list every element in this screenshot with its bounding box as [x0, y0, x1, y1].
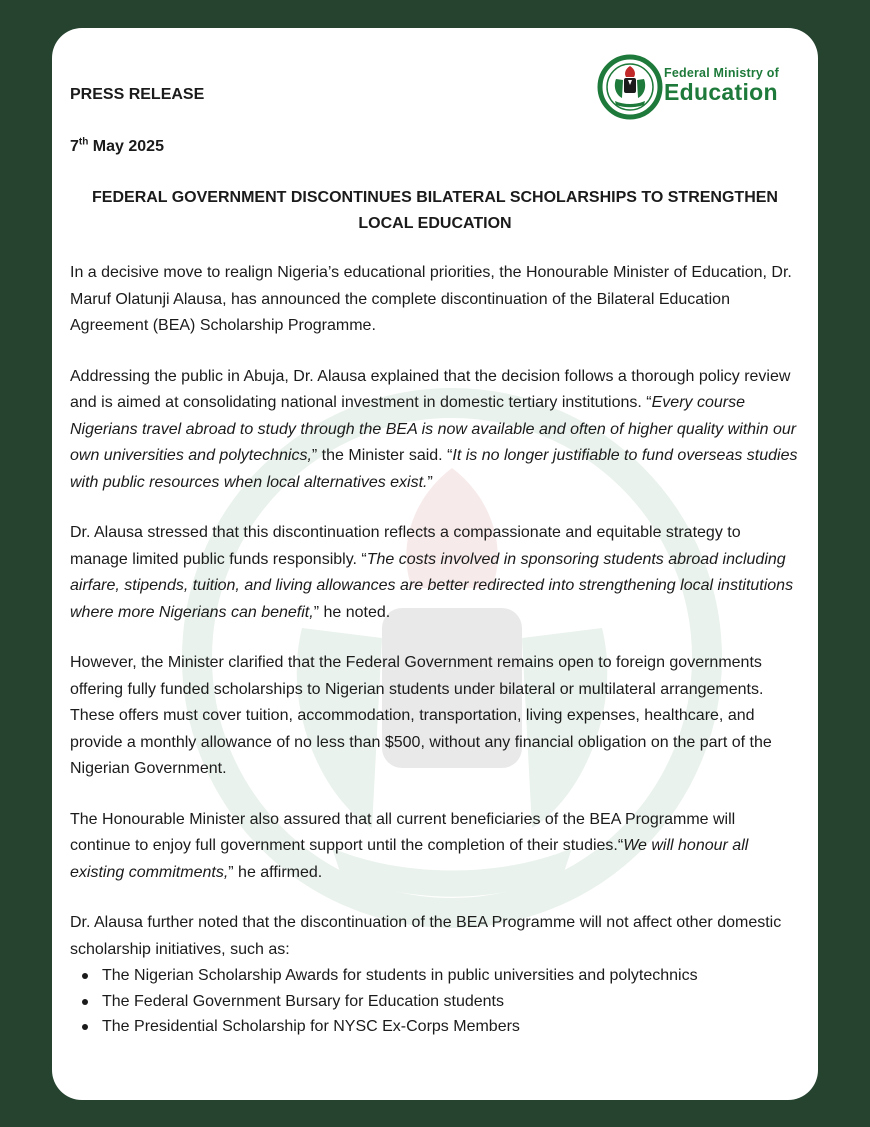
quote-course-availability: Every course Nigerians travel abroad to study through the BEA is now available and often of higher quality within our own universities and polytechnics, [70, 394, 797, 464]
headline-line-2: LOCAL EDUCATION [358, 215, 512, 232]
headline [70, 185, 800, 237]
paragraph-current-beneficiaries: The Honourable Minister also assured that all current beneficiaries of the BEA Programme will continue to enjoy full government support until the completion of their studies.“We will honour all existing commitments,” he affirmed. [70, 810, 749, 881]
quote-costs-redirected: The costs involved in sponsoring students abroad including airfare, stipends, tuition, and living allowances are better redirected into strengthening local institutions where more Nigerians can benefit, [70, 550, 794, 621]
logo-line-education: Education [664, 79, 778, 105]
date-suffix: th [78, 136, 89, 148]
list-item: The Federal Government Bursary for Education students [102, 989, 800, 1015]
ministry-logo [597, 54, 807, 120]
list-item: The Presidential Scholarship for NYSC Ex-Corps Members [102, 1014, 800, 1040]
release-date [70, 134, 164, 161]
coat-of-arms-icon [597, 54, 663, 120]
press-release-body [70, 260, 800, 1040]
press-release-label: PRESS RELEASE [70, 86, 205, 103]
date-day: 7 [70, 138, 79, 155]
paragraph-other-initiatives: Dr. Alausa further noted that the discontinuation of the BEA Programme will not affect other domestic scholarship initiatives, such as: [70, 914, 782, 958]
paragraph-foreign-offers: However, the Minister clarified that the Federal Government remains open to foreign governments offering fully funded scholarships to Nigerian students under bilateral or multilateral arrangements. These offers must cover tuition, accommodation, transportation, living expenses, healthcare, and provide a monthly allowance of no less than $500, without any financial obligation on the part of the Nigerian Government. [70, 654, 772, 777]
headline-line-1: FEDERAL GOVERNMENT DISCONTINUES BILATERAL SCHOLARSHIPS TO STRENGTHEN [92, 189, 778, 206]
logo-line-ministry: Federal Ministry of [664, 66, 779, 80]
date-month-year: May 2025 [88, 138, 164, 155]
paragraph-intro: In a decisive move to realign Nigeria’s educational priorities, the Honourable Minister of Education, Dr. Maruf Olatunji Alausa, has announced the complete discontinuation of the Bilateral Education Agreement (BEA) Scholarship Programme. [70, 264, 792, 334]
quote-honour-commitments: We will honour all existing commitments, [70, 837, 749, 881]
list-item: The Nigerian Scholarship Awards for students in public universities and polytechnics [102, 963, 800, 989]
paragraph-abuja-address: Addressing the public in Abuja, Dr. Alausa explained that the decision follows a thorough policy review and is aimed at consolidating national investment in domestic tertiary institutions. “Every course Nigerians travel abroad to study through the BEA is now available and often of higher quality within our own universities and polytechnics,” the Minister said. “It is no longer justifiable to fund overseas studies with public resources when local alternatives exist.” [70, 367, 798, 491]
press-release-page [52, 28, 818, 1100]
scholarship-initiatives-list [70, 963, 800, 1040]
quote-no-longer-justifiable: It is no longer justifiable to fund overseas studies with public resources when local alternatives exist. [70, 447, 798, 491]
paragraph-public-funds: Dr. Alausa stressed that this discontinuation reflects a compassionate and equitable strategy to manage limited public funds responsibly. “The costs involved in sponsoring students abroad including airfare, stipends, tuition, and living allowances are better redirected into strengthening local institutions where more Nigerians can benefit,” he noted. [70, 524, 794, 621]
